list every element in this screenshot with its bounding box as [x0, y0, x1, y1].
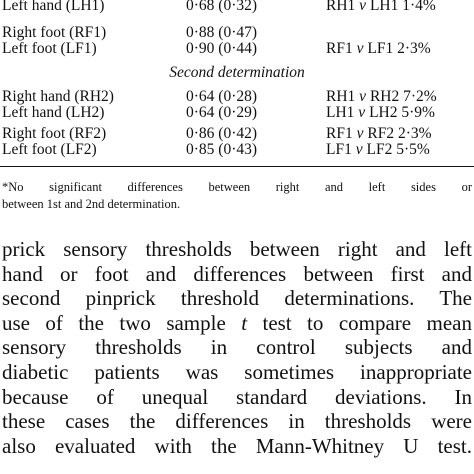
row-label: Right hand (RH2)	[2, 88, 114, 105]
row-value: 0·68 (0·32)	[186, 0, 258, 14]
body-line: sensory thresholds in control subjects and	[2, 335, 472, 360]
body-line: second pinprick threshold determinations. The	[2, 286, 472, 311]
table-footnote	[2, 179, 472, 213]
body-line: use of the two sample t test to compare mean	[2, 310, 472, 335]
row-value: 0·64 (0·29)	[186, 104, 258, 121]
body-line: diabetic patients was sometimes inappropriate	[2, 359, 472, 384]
body-line: because of unequal standard deviations. In	[2, 384, 472, 409]
row-label: Right foot (RF2)	[2, 125, 107, 142]
body-line: prick sensory thresholds between right and left	[2, 237, 472, 261]
body-line: also evaluated with the Mann-Whitney U test.	[2, 433, 472, 458]
table-row	[0, 139, 474, 160]
row-label: Left hand (LH1)	[2, 0, 105, 14]
row-value: 0·64 (0·28)	[186, 88, 258, 105]
row-comparison: RH1 v RH2 7·2%	[326, 88, 437, 105]
row-value: 0·88 (0·47)	[186, 24, 258, 41]
table-subheading: Second determination	[169, 64, 305, 81]
row-label: Left foot (LF2)	[2, 141, 97, 158]
row-label: Left foot (LF1)	[2, 40, 97, 57]
row-comparison: LH1 v LH2 5·9%	[326, 104, 435, 121]
body-paragraph	[2, 237, 472, 458]
row-comparison: RH1 v LH1 1·4%	[326, 0, 436, 14]
table-row	[0, 102, 474, 123]
row-comparison: LF1 v LF2 5·5%	[326, 141, 430, 158]
row-comparison: RF1 v RF2 2·3%	[326, 125, 432, 142]
body-line: hand or foot and differences between first and	[2, 261, 472, 286]
row-label: Left hand (LH2)	[2, 104, 105, 121]
table-bottom-rule	[0, 166, 474, 167]
row-value: 0·86 (0·42)	[186, 125, 258, 142]
footnote-line: *No significant differences between right and left sides or	[2, 180, 472, 194]
row-value: 0·90 (0·44)	[186, 40, 258, 57]
table-row	[0, 0, 474, 16]
body-line: these cases the differences in thresholds were	[2, 409, 472, 434]
row-label: Right foot (RF1)	[2, 24, 107, 41]
footnote-line: between 1st and 2nd determination.	[2, 197, 181, 211]
row-comparison: RF1 v LF1 2·3%	[326, 40, 431, 57]
row-value: 0·85 (0·43)	[186, 141, 258, 158]
table-row	[0, 38, 474, 59]
